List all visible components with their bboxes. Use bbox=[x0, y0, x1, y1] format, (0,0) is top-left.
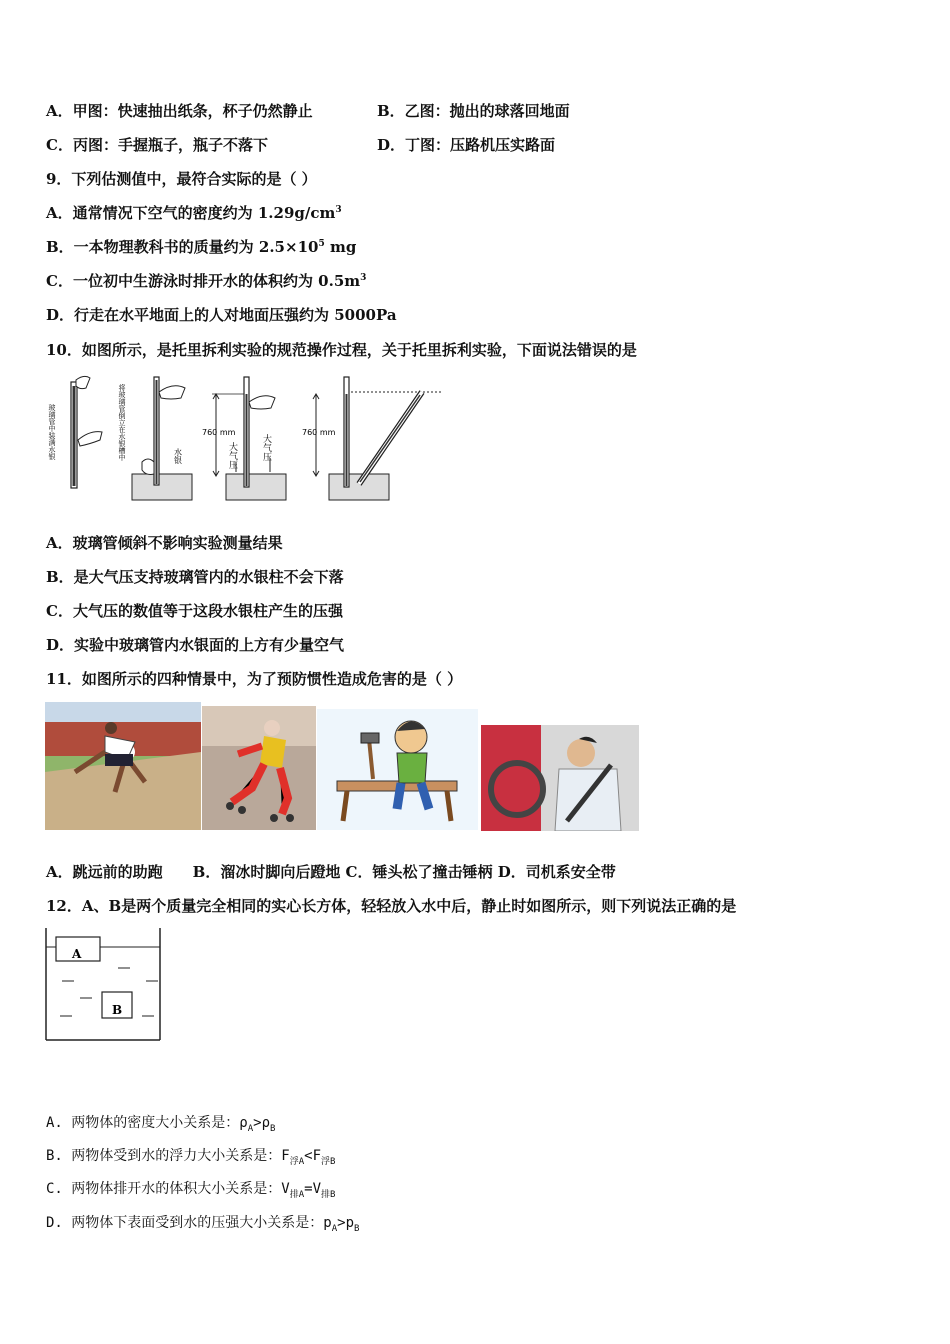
q9-option-b: B．一本物理教科书的质量约为 $2.5\times 10^5$ mg bbox=[46, 238, 357, 256]
q10-option-c: C．大气压的数值等于这段水银柱产生的压强 bbox=[46, 602, 343, 620]
q11-stem: 11．如图所示的四种情景中，为了预防惯性造成危害的是（ ） bbox=[46, 670, 463, 688]
fig-label-invert: 将玻璃管倒立在水银槽中 bbox=[118, 384, 126, 461]
q10-option-b: B．是大气压支持玻璃管内的水银柱不会下落 bbox=[46, 568, 344, 586]
q12-option-d: D. 两物体下表面受到水的压强大小关系是：$p_A>p_B$ bbox=[46, 1215, 360, 1234]
q8-option-c: C．丙图：手握瓶子，瓶子不落下 bbox=[46, 136, 268, 154]
q10-option-a: A．玻璃管倾斜不影响实验测量结果 bbox=[46, 534, 283, 552]
q9-stem: 9．下列估测值中，最符合实际的是（ ） bbox=[46, 170, 317, 188]
seatbelt-photo bbox=[481, 725, 639, 831]
q9-option-c: C．一位初中生游泳时排开水的体积约为 $0.5m^3$ bbox=[46, 272, 367, 290]
fig-760-a: 760 mm bbox=[202, 428, 236, 437]
q11-options: A．跳远前的助跑 B．溜冰时脚向后蹬地 C．锤头松了撞击锤柄 D．司机系安全带 bbox=[46, 863, 616, 881]
q12-stem: 12．A、B是两个质量完全相同的实心长方体，轻轻放入水中后，静止时如图所示，则下列说法正确的是 bbox=[46, 897, 737, 915]
skating-photo bbox=[202, 706, 316, 830]
q8-option-b: B．乙图：抛出的球落回地面 bbox=[377, 102, 570, 120]
block-a-label: A bbox=[72, 947, 82, 961]
fig-air-1: 大气压 bbox=[227, 442, 237, 469]
block-b-label: B bbox=[112, 1003, 123, 1017]
fig-760-b: 760 mm bbox=[302, 428, 336, 437]
torricelli-figure bbox=[46, 372, 446, 502]
fig-label-fill: 玻璃管中装满水银 bbox=[48, 404, 56, 460]
fig-mercury: 水银 bbox=[173, 448, 183, 464]
long-jump-photo bbox=[45, 702, 201, 830]
hammer-cartoon bbox=[317, 709, 478, 830]
fig-air-2: 大气压 bbox=[261, 434, 271, 461]
q8-option-a: A．甲图：快速抽出纸条，杯子仍然静止 bbox=[46, 102, 313, 120]
floating-blocks-figure bbox=[44, 926, 164, 1044]
q8-option-d: D．丁图：压路机压实路面 bbox=[377, 136, 556, 154]
q12-option-c: C. 两物体排开水的体积大小关系是：$V_{排A}=V_{排B}$ bbox=[46, 1181, 336, 1200]
q10-stem: 10．如图所示，是托里拆利实验的规范操作过程，关于托里拆利实验，下面说法错误的是 bbox=[46, 341, 637, 359]
q9-option-a: A．通常情况下空气的密度约为 $1.29g/cm^3$ bbox=[46, 204, 342, 222]
q12-option-b: B. 两物体受到水的浮力大小关系是：$F_{浮A}<F_{浮B}$ bbox=[46, 1148, 336, 1167]
q12-option-a: A. 两物体的密度大小关系是：$\rho_A>\rho_B$ bbox=[46, 1115, 276, 1134]
q9-option-d: D．行走在水平地面上的人对地面压强约为 5000Pa bbox=[46, 306, 397, 324]
q10-option-d: D．实验中玻璃管内水银面的上方有少量空气 bbox=[46, 636, 345, 654]
